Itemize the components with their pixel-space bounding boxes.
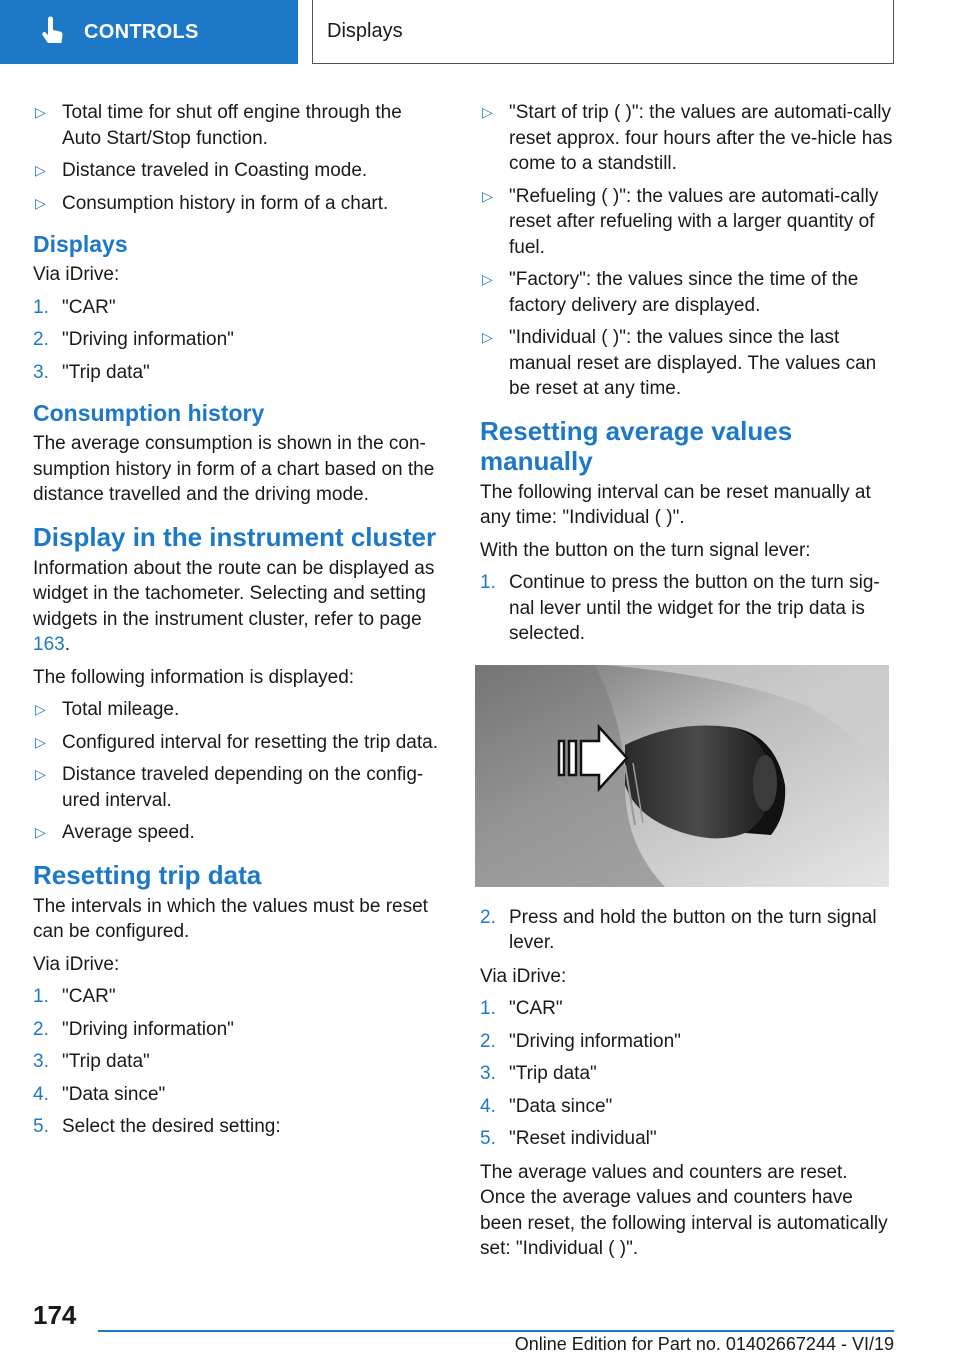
feature-list xyxy=(33,100,443,216)
turn-signal-lever-illustration xyxy=(475,665,889,887)
paragraph: The average consumption is shown in the con‐sumption history in form of a chart based on the distance travelled and the driving mode. xyxy=(33,433,435,505)
info-list xyxy=(33,697,443,846)
heading-resetting-average-values: Resetting average values manually xyxy=(480,415,793,476)
list-item: 3. "Trip data" xyxy=(33,361,150,383)
list-item: 2. "Driving information" xyxy=(480,1030,681,1052)
list-item: ▷ Consumption history in form of a chart. xyxy=(33,191,443,217)
heading-instrument-cluster: Display in the instrument cluster xyxy=(33,521,437,552)
triangle-right-icon: ▷ xyxy=(482,187,493,204)
right-column xyxy=(480,100,894,1269)
list-item: 2. "Driving information" xyxy=(33,329,234,350)
heading-resetting-trip-data: Resetting trip data xyxy=(33,859,262,890)
step-list xyxy=(480,996,894,1152)
page-reference-link[interactable]: 163 xyxy=(33,634,65,655)
paragraph: The average values and counters are reset. Once the average values and counters have been reset, the following interval is automatically set: "Individual ( )". xyxy=(480,1161,888,1259)
triangle-right-icon: ▷ xyxy=(35,824,46,840)
heading-displays: Displays xyxy=(33,231,128,257)
paragraph: Information about the route can be displayed as widget in the tachometer. Selecting and setting widgets in the instrument cluster, refer to page 163. xyxy=(33,557,435,655)
list-item: 3. "Trip data" xyxy=(480,1063,597,1084)
section-label: CONTROLS xyxy=(84,20,199,43)
step-list xyxy=(480,570,894,647)
list-item: ▷ Configured interval for resetting the trip data. xyxy=(33,730,443,756)
list-item: 5. "Reset individual" xyxy=(480,1128,657,1149)
list-item: ▷ Average speed. xyxy=(33,820,443,846)
step-list xyxy=(480,905,894,956)
list-item: 1. "CAR" xyxy=(480,998,563,1019)
list-item: 1. "CAR" xyxy=(33,296,116,318)
via-idrive-text: Via iDrive: xyxy=(33,264,120,285)
list-item: ▷ "Individual ( )": the values since the last manual reset are displayed. The values can be reset at any time. xyxy=(482,327,877,399)
list-item: ▷ Total mileage. xyxy=(33,697,443,723)
page-header-title: Displays xyxy=(312,0,894,64)
list-item: ▷ "Start of trip ( )": the values are automati‐cally reset approx. four hours after the ve‐hicle has come to a standstill. xyxy=(482,102,893,174)
paragraph: The following interval can be reset manually at any time: "Individual ( )". xyxy=(480,481,871,528)
list-item: 5. Select the desired setting: xyxy=(33,1116,281,1137)
setting-options-list xyxy=(480,100,894,402)
triangle-right-icon: ▷ xyxy=(35,194,46,211)
left-column xyxy=(33,100,443,1148)
list-item: ▷ "Refueling ( )": the values are automati‐cally reset after refueling with a larger quantity of fuel. xyxy=(482,185,879,258)
list-item: 1. "CAR" xyxy=(33,986,116,1007)
list-item: 2. Press and hold the button on the turn signal lever. xyxy=(480,906,877,953)
step-list xyxy=(33,984,443,1140)
list-item: 1. Continue to press the button on the turn sig‐nal lever until the widget for the trip data is selected. xyxy=(480,572,880,644)
heading-consumption-history: Consumption history xyxy=(33,400,265,426)
via-idrive-text: Via iDrive: xyxy=(33,953,120,975)
step-list xyxy=(33,295,443,386)
list-item: ▷ Total time for shut off engine through the Auto Start/Stop function. xyxy=(35,102,402,149)
triangle-right-icon: ▷ xyxy=(35,701,46,717)
triangle-right-icon: ▷ xyxy=(35,733,46,750)
triangle-right-icon: ▷ xyxy=(35,766,46,782)
list-item: 2. "Driving information" xyxy=(33,1018,234,1040)
via-idrive-text: Via iDrive: xyxy=(480,965,567,987)
triangle-right-icon: ▷ xyxy=(482,271,493,287)
triangle-right-icon: ▷ xyxy=(482,104,493,120)
list-item: 4. "Data since" xyxy=(480,1095,613,1117)
paragraph: With the button on the turn signal lever: xyxy=(480,539,811,561)
section-tab[interactable] xyxy=(0,0,298,64)
footer-divider xyxy=(98,1330,894,1332)
paragraph: The following information is displayed: xyxy=(33,666,355,688)
list-item: ▷ Distance traveled in Coasting mode. xyxy=(33,158,443,184)
list-item: 3. "Trip data" xyxy=(33,1051,150,1072)
list-item: ▷ "Factory": the values since the time of the factory delivery are displayed. xyxy=(482,269,859,316)
paragraph: The intervals in which the values must be reset can be configured. xyxy=(33,895,428,942)
hand-pointer-icon xyxy=(36,15,70,49)
list-item: 4. "Data since" xyxy=(33,1083,166,1105)
triangle-right-icon: ▷ xyxy=(35,104,46,120)
list-item: ▷ Distance traveled depending on the config‐ured interval. xyxy=(35,764,424,811)
footer-edition: Online Edition for Part no. 01402667244 - VI/19 xyxy=(514,1334,894,1354)
triangle-right-icon: ▷ xyxy=(35,162,46,178)
triangle-right-icon: ▷ xyxy=(482,329,493,345)
page-number: 174 xyxy=(33,1300,77,1330)
